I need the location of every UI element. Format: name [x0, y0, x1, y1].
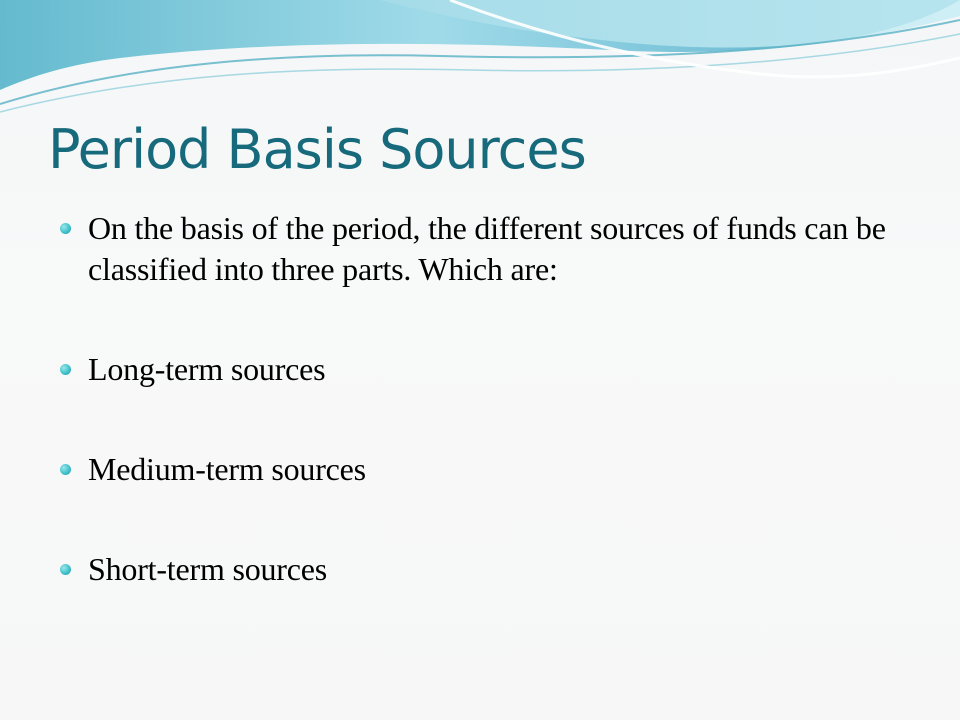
bullet-list [60, 208, 920, 590]
bullet-item-intro [60, 208, 920, 290]
bullet-dot-icon [60, 464, 71, 475]
bullet-item-medium-term [60, 449, 920, 490]
bullet-text: On the basis of the period, the different sources of funds can be classified into three parts. Which are: [88, 210, 886, 287]
bullet-text: Short-term sources [88, 551, 328, 587]
bullet-text: Long-term sources [88, 351, 326, 387]
bullet-dot-icon [60, 364, 71, 375]
slide-title: Period Basis Sources [48, 118, 586, 181]
bullet-text: Medium-term sources [88, 451, 366, 487]
bullet-item-short-term [60, 549, 920, 590]
bullet-dot-icon [60, 564, 71, 575]
decorative-wave [0, 0, 960, 120]
bullet-dot-icon [60, 223, 71, 234]
bullet-item-long-term [60, 349, 920, 390]
